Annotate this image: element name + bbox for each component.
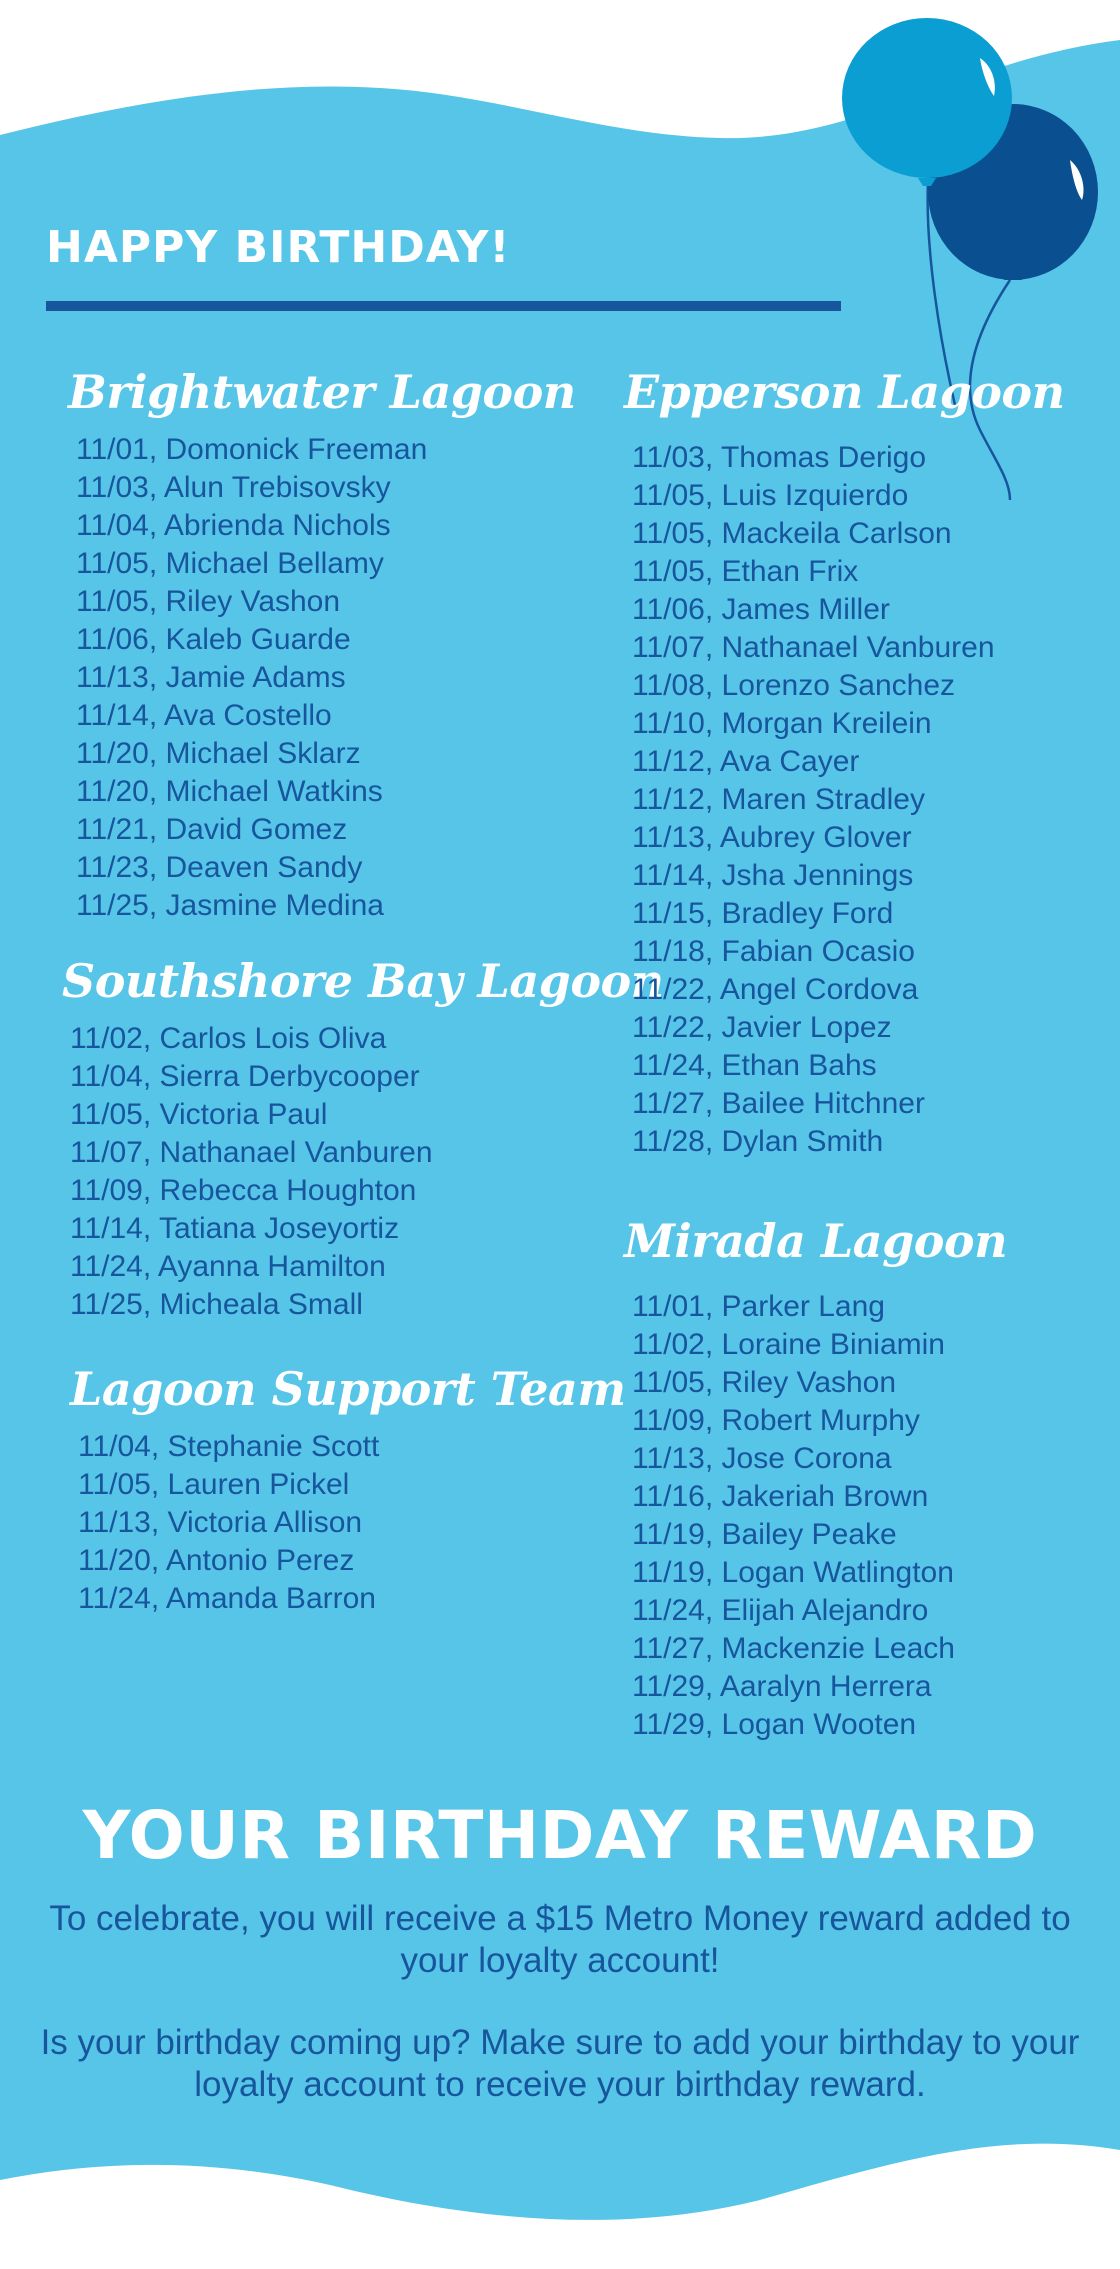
birthday-entry: 11/24, Ethan Bahs xyxy=(632,1049,877,1082)
section-title: Lagoon Support Team xyxy=(70,1362,626,1416)
reward-description: To celebrate, you will receive a $15 Metro Money reward added to your loyalty account! xyxy=(49,1899,1071,1980)
birthday-entry: 11/02, Carlos Lois Oliva xyxy=(70,1022,387,1055)
birthday-entry: 11/19, Bailey Peake xyxy=(632,1518,897,1551)
birthday-entry: 11/05, Lauren Pickel xyxy=(78,1468,350,1501)
birthday-entry: 11/03, Thomas Derigo xyxy=(632,441,927,474)
birthday-entry: 11/21, David Gomez xyxy=(76,813,348,846)
section-epperson-lagoon xyxy=(624,365,1065,1161)
birthday-list xyxy=(70,1020,664,1324)
birthday-entry: 11/24, Elijah Alejandro xyxy=(632,1594,929,1627)
birthday-entry: 11/25, Jasmine Medina xyxy=(76,889,384,922)
birthday-entry: 11/03, Alun Trebisovsky xyxy=(76,471,391,504)
section-title: Southshore Bay Lagoon xyxy=(62,954,664,1008)
birthday-entry: 11/01, Domonick Freeman xyxy=(76,433,428,466)
birthday-entry: 11/05, Mackeila Carlson xyxy=(632,517,952,550)
reward-reminder: Is your birthday coming up? Make sure to add your birthday to your loyalty account to receive your birthday reward. xyxy=(40,2023,1080,2104)
birthday-entry: 11/01, Parker Lang xyxy=(632,1290,885,1323)
birthday-entry: 11/29, Logan Wooten xyxy=(632,1708,917,1741)
birthday-entry: 11/13, Jamie Adams xyxy=(76,661,346,694)
birthday-list xyxy=(632,439,1065,1161)
birthday-entry: 11/13, Victoria Allison xyxy=(78,1506,363,1539)
birthday-list xyxy=(632,1288,1007,1744)
birthday-entry: 11/05, Michael Bellamy xyxy=(76,547,384,580)
birthday-entry: 11/08, Lorenzo Sanchez xyxy=(632,669,956,702)
birthday-entry: 11/09, Rebecca Houghton xyxy=(70,1174,417,1207)
birthday-entry: 11/10, Morgan Kreilein xyxy=(632,707,932,740)
section-mirada-lagoon xyxy=(624,1214,1007,1744)
birthday-entry: 11/05, Ethan Frix xyxy=(632,555,859,588)
birthday-entry: 11/20, Michael Sklarz xyxy=(76,737,361,770)
birthday-entry: 11/07, Nathanael Vanburen xyxy=(632,631,995,664)
birthday-entry: 11/14, Tatiana Joseyortiz xyxy=(70,1212,400,1245)
birthday-entry: 11/14, Ava Costello xyxy=(76,699,332,732)
birthday-entry: 11/22, Angel Cordova xyxy=(632,973,919,1006)
page-title: HAPPY BIRTHDAY! xyxy=(46,222,511,273)
section-brightwater-lagoon xyxy=(68,365,576,925)
birthday-entry: 11/18, Fabian Ocasio xyxy=(632,935,915,968)
birthday-entry: 11/25, Micheala Small xyxy=(70,1288,363,1321)
birthday-entry: 11/06, Kaleb Guarde xyxy=(76,623,351,656)
birthday-entry: 11/09, Robert Murphy xyxy=(632,1404,920,1437)
section-lagoon-support-team xyxy=(70,1362,626,1618)
header-divider xyxy=(46,301,841,311)
birthday-entry: 11/15, Bradley Ford xyxy=(632,897,894,930)
birthday-entry: 11/04, Sierra Derbycooper xyxy=(70,1060,420,1093)
birthday-entry: 11/05, Riley Vashon xyxy=(632,1366,897,1399)
birthday-entry: 11/19, Logan Watlington xyxy=(632,1556,954,1589)
birthday-entry: 11/24, Amanda Barron xyxy=(78,1582,376,1615)
birthday-entry: 11/24, Ayanna Hamilton xyxy=(70,1250,386,1283)
birthday-entry: 11/20, Michael Watkins xyxy=(76,775,383,808)
birthday-entry: 11/29, Aaralyn Herrera xyxy=(632,1670,932,1703)
birthday-entry: 11/13, Aubrey Glover xyxy=(632,821,912,854)
section-title: Brightwater Lagoon xyxy=(68,365,576,419)
birthday-entry: 11/16, Jakeriah Brown xyxy=(632,1480,929,1513)
reward-title: YOUR BIRTHDAY REWARD xyxy=(82,1797,1038,1874)
birthday-entry: 11/12, Maren Stradley xyxy=(632,783,925,816)
birthday-list xyxy=(78,1428,626,1618)
birthday-entry: 11/12, Ava Cayer xyxy=(632,745,860,778)
section-title: Epperson Lagoon xyxy=(624,365,1065,419)
birthday-entry: 11/23, Deaven Sandy xyxy=(76,851,363,884)
birthday-entry: 11/13, Jose Corona xyxy=(632,1442,892,1475)
birthday-list xyxy=(76,431,576,925)
birthday-entry: 11/27, Mackenzie Leach xyxy=(632,1632,955,1665)
birthday-entry: 11/07, Nathanael Vanburen xyxy=(70,1136,433,1169)
birthday-entry: 11/06, James Miller xyxy=(632,593,890,626)
birthday-entry: 11/05, Riley Vashon xyxy=(76,585,341,618)
birthday-entry: 11/04, Stephanie Scott xyxy=(78,1430,380,1463)
birthday-entry: 11/02, Loraine Biniamin xyxy=(632,1328,945,1361)
birthday-entry: 11/14, Jsha Jennings xyxy=(632,859,914,892)
birthday-entry: 11/20, Antonio Perez xyxy=(78,1544,355,1577)
birthday-entry: 11/05, Luis Izquierdo xyxy=(632,479,909,512)
birthday-entry: 11/28, Dylan Smith xyxy=(632,1125,884,1158)
birthday-entry: 11/05, Victoria Paul xyxy=(70,1098,328,1131)
birthday-entry: 11/27, Bailee Hitchner xyxy=(632,1087,925,1120)
section-title: Mirada Lagoon xyxy=(624,1214,1008,1268)
birthday-entry: 11/04, Abrienda Nichols xyxy=(76,509,391,542)
section-southshore-bay-lagoon xyxy=(62,954,664,1324)
birthday-entry: 11/22, Javier Lopez xyxy=(632,1011,892,1044)
